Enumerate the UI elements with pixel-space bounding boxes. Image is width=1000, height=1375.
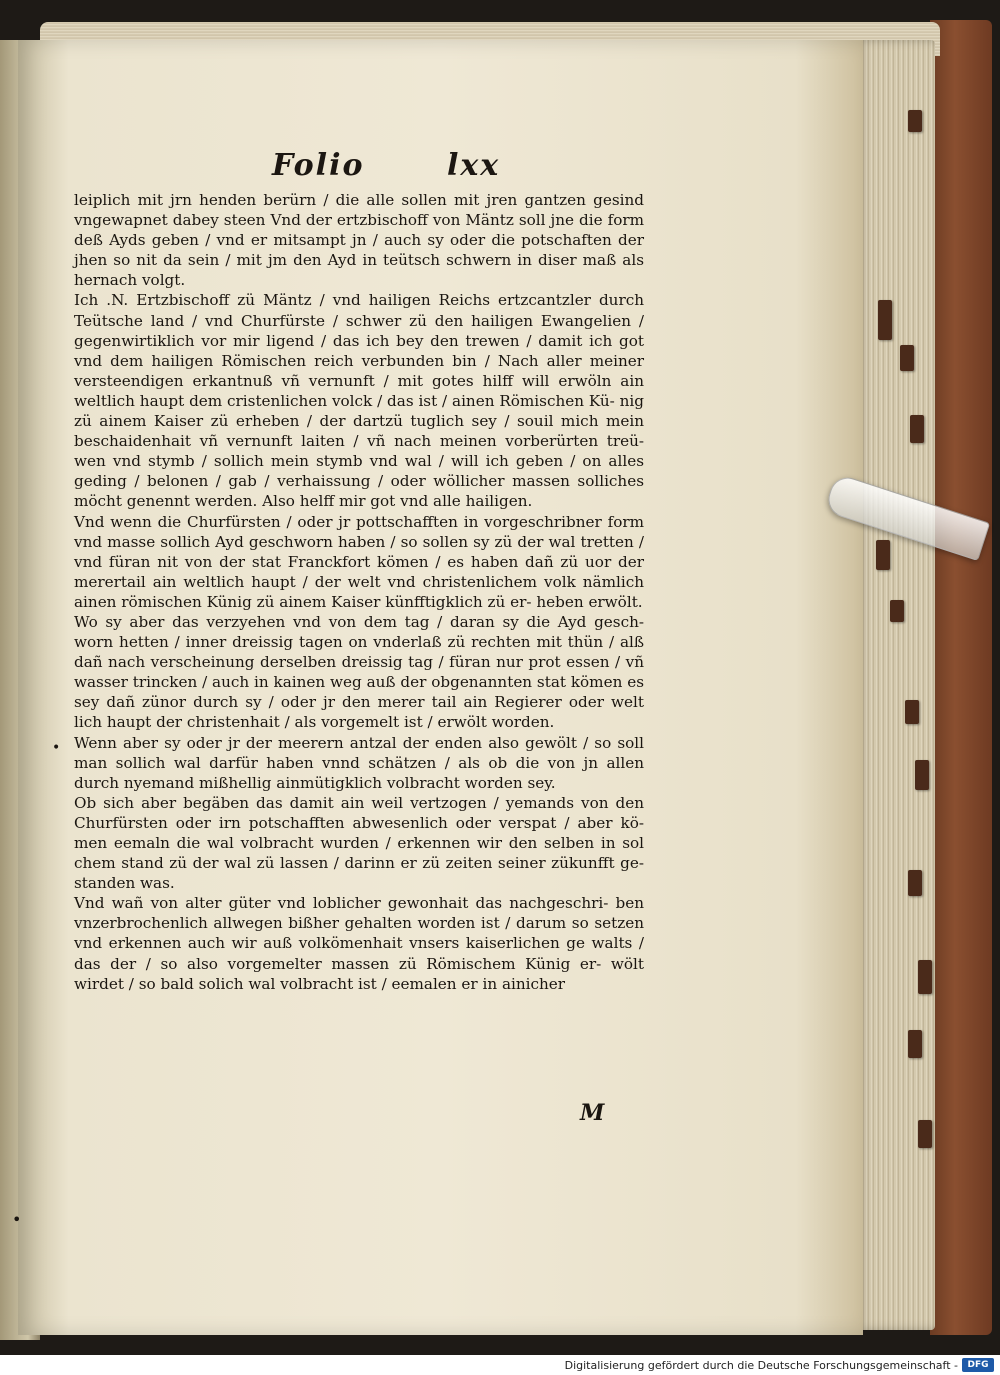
- paragraph: Ich .N. Ertzbischoff zü Mäntz / vnd hailigen Reichs ertzcantzler durch Teütsche land / vnd Churfürste / schwer zü den hailigen Ewangelien / gegenwirtiklich vor mir ligend / das ich bey den trewen / damit ich got vnd dem hailigen Römischen reich verbunden bin / Nach aller meiner versteendigen erkantnuß vñ vernunft / mit gotes hilff will erwöln ain weltlich haupt dem cristenlichen volck / das ist / ainen Römischen Kü- nig zü ainem Kaiser zü erheben / der dartzü tuglich sey / souil mich mein beschaidenhait vñ vernunft laiten / vñ nach meinen vorberürten treü- wen vnd stymb / sollich mein stymb vnd wal / will ich geben / on alles geding / belonen / gab / verhaissung / oder wöllicher massen solliches möcht genennt werden. Also helff mir got vnd alle hailigen.: [74, 291, 644, 511]
- index-tab: [905, 700, 919, 724]
- index-tab: [876, 540, 890, 570]
- index-tab: [900, 345, 914, 371]
- index-tab: [910, 415, 924, 443]
- folio-header: [272, 148, 512, 183]
- margin-dot: •: [12, 1210, 22, 1229]
- index-tab: [890, 600, 904, 622]
- paragraph: Ob sich aber begäben das damit ain weil vertzogen / yemands von den Churfürsten oder irn potschafften abwesenlich oder verspat / aber kö- men eemaln die wal volbracht wurden / erkennen wir den selben in sol chem stand zü der wal zü lassen / darinn er zü zeiten seiner zükunfft ge- standen was.: [74, 793, 644, 893]
- paragraph: Vnd wañ von alter güter vnd loblicher gewonhait das nachgeschri- ben vnzerbrochenlich allwegen bißher gehalten worden ist / darum so setzen vnd erkennen auch wir auß volkömenhait vnsers kaiserlichen ge walts / das der / so also vorgemelter massen zü Römischem Künig er- wölt wirdet / so bald solich wal volbracht ist / eemalen er in ainicher: [74, 894, 644, 993]
- catchword: M: [580, 1100, 605, 1126]
- index-tab: [918, 960, 932, 994]
- folio-word: Folio: [272, 148, 365, 183]
- paragraph: leiplich mit jrn henden berürn / die alle sollen mit jren gantzen gesind vngewapnet dabey steen Vnd der ertzbischoff von Mäntz soll jne die form deß Ayds geben / vnd er mitsampt jn / auch sy oder die potschaften der jhen so nit da sein / mit jm den Ayd in teütsch schwern in diser maß als hernach volgt.: [74, 191, 644, 290]
- folio-number: lxx: [446, 148, 501, 183]
- body-text: [74, 190, 644, 994]
- paragraph: Vnd wenn die Churfürsten / oder jr pottschafften in vorgeschribner form vnd masse sollich Ayd geschworn haben / so sollen sy zü der wal tretten / vnd füran nit von der stat Franckfort kömen / es haben dañ zü uor der merertail ain weltlich haupt / der welt vnd christenlichem volk nämlich ainen römischen Künig zü ainem Kaiser künfftigklich zü er- heben erwölt.: [74, 512, 644, 611]
- funding-credit: Digitalisierung gefördert durch die Deutsche Forschungsgemeinschaft -: [564, 1359, 958, 1372]
- index-tab: [915, 760, 929, 790]
- paragraph: Wo sy aber das verzyehen vnd von dem tag / daran sy die Ayd gesch- worn hetten / inner dreissig tagen on vnderlaß zü rechten mit thün / alß dañ nach verscheinung derselben dreissig tag / füran nur prot essen / vñ wasser trincken / auch in kainen weg auß der obgenannten stat kömen es sey dañ zünor durch sy / oder jr den merer tail ain Regierer oder welt lich haupt der christenhait / als vorgemelt ist / erwölt worden.: [74, 612, 644, 732]
- index-tab: [918, 1120, 932, 1148]
- index-tab: [878, 300, 892, 340]
- index-tab: [908, 110, 922, 132]
- index-tab: [908, 1030, 922, 1058]
- paragraph: Wenn aber sy oder jr der meerern antzal der enden also gewölt / so soll man sollich wal darfür haben vnnd schätzen / als ob die von jn allen durch nyemand mißhellig ainmütigklich volbracht worden sey.: [74, 733, 644, 792]
- index-tab: [908, 870, 922, 896]
- dfg-logo: DFG: [962, 1358, 994, 1372]
- margin-mark: •: [52, 740, 61, 756]
- book-cover-edge: [930, 20, 992, 1335]
